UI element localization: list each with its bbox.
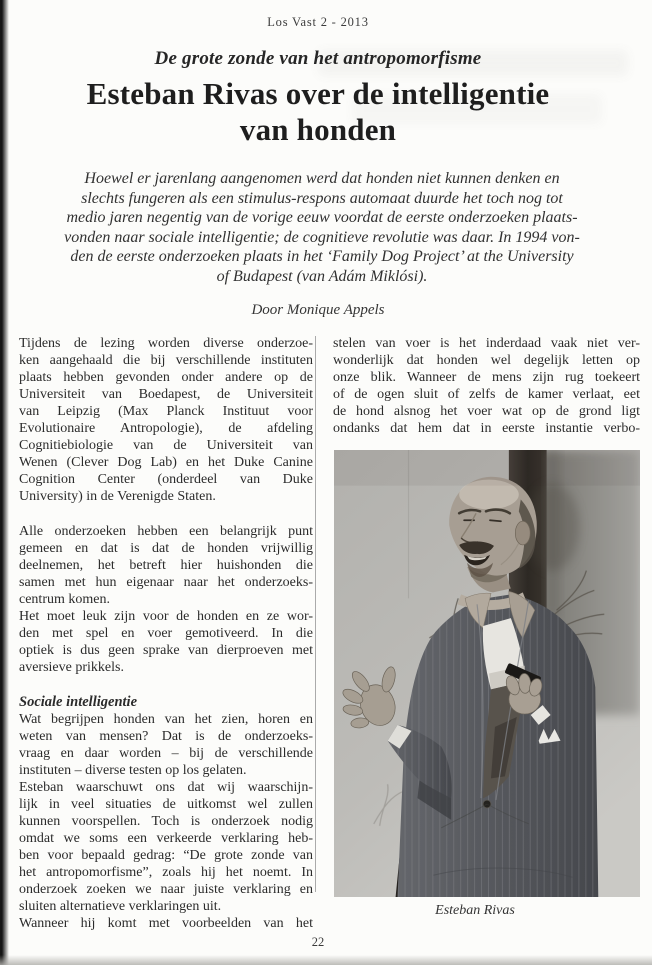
text-line: sluiten alternatieve verklaringen uit. [19,899,222,914]
text-line: onze blik. Wanneer de mens zijn rug toekeert [333,370,640,385]
text-line: samen met hun eigenaar naar het onderzoeks- [19,575,313,590]
text-line: de hond alsnog het voer wat op de grond ligt [333,404,640,419]
text-line: den met spel en voer gemotiveerd. In die [19,626,313,641]
text-line: deelnemen, het betreft hier huishonden die [19,558,313,573]
text-line: gemeen en dat is dat de honden vrijwillig [19,541,313,556]
text-line: ken aangehaald die bij verschillende instituten [19,353,313,368]
text-line: Wanneer hij komt met voorbeelden van het [19,916,313,931]
heading-text: Sociale intelligentie [19,694,138,710]
article-byline: Door Monique Appels [251,302,385,318]
text-line: slechts fungeren als een stimulus-respons automaat duurde het toch nog tot [81,189,563,207]
section-heading [19,694,313,711]
text-line: Wat begrijpen honden van het zien, horen en [19,712,313,727]
text-line: weten van mensen? Dat is de onderzoeks- [19,729,313,744]
text-line: Hoewel er jarenlang aangenomen werd dat honden niet kunnen denken en [84,170,560,187]
paragraph [19,779,313,915]
text-line: Esteban Rivas over de intelligentie [86,76,550,111]
scan-edge-bottom [0,955,652,965]
text-line: Cognitiebiologie van de Universiteit van [19,438,313,453]
text-line: medio jaren negentig van de vorige eeuw voordat de eerste onderzoeken plaats- [66,209,578,226]
text-line: lijk in veel situaties de uitkomst wel zullen [19,797,313,812]
text-line: van Leipzig (Max Planck Instituut voor [19,404,313,419]
text-line: centrum komen. [19,592,110,607]
paragraph [19,335,313,505]
text-line: Universiteit van Boedapest, de Universiteit [19,387,313,402]
article-intro [57,169,587,286]
esteban-rivas-photo [334,450,640,897]
text-line: vraag en daar worden – bij de verschillende [19,746,313,761]
text-line: of de ogen sluit of zelfs de kamer verlaat, eet [333,387,640,402]
text-line: plaats hebben gevonden onder andere op de [19,370,313,385]
text-line: Het moet leuk zijn voor de honden en ze wor- [19,609,313,624]
paragraph [19,915,313,932]
article-title [0,76,644,148]
text-line: Wenen (Clever Dog Lab) en het Duke Canine [19,455,313,470]
paragraph [19,608,313,676]
esteban-rivas-photo-drawing [334,450,640,897]
paragraph [19,523,313,608]
body-column-left [19,335,313,932]
page-number: 22 [311,935,325,949]
paragraph [19,711,313,779]
text-line: optiek is dus geen sprake van dierproeven met [19,643,313,658]
text-line: aversieve prikkels. [19,660,124,675]
text-line: kunnen voorspellen. Toch is onderzoek nodig [19,814,313,829]
text-line: instituten – diverse testen op los gelaten. [19,763,247,778]
text-line: Tijdens de lezing worden diverse onderzoe- [19,336,313,351]
text-line: omdat we soms een verkeerde verklaring heb- [19,831,313,846]
paragraph [333,335,640,437]
ear [515,521,530,545]
text-line: Cognition Center (onderdeel van Duke [19,472,313,487]
body-column-right [333,335,640,437]
text-line: onderzoek zoeken we naar juiste verklaring en [19,882,313,897]
journal-header: Los Vast 2 - 2013 [267,15,369,29]
text-line: het antropomorfisme”, zoals hij het noemt. In [19,865,313,880]
text-line: Evolutionaire Antropologie), de afdeling [19,421,313,436]
text-line: Alle onderzoeken hebben een belangrijk punt [19,524,313,539]
text-line: ben voor bepaald gedrag: “De grote zonde van [19,848,313,863]
text-line: stelen van voer is het inderdaad vaak niet ver- [333,336,640,351]
text-line: wonderlijk dat honden wel degelijk letten op [333,353,640,368]
photo-caption: Esteban Rivas [435,903,515,918]
article-kicker: De grote zonde van het antropomorfisme [154,48,482,69]
text-line: Esteban waarschuwt ons dat wij waarschijn- [19,780,313,795]
text-line: van honden [239,112,397,147]
column-divider-rule [315,336,316,892]
text-line: den de eerste onderzoeken plaats in het ‘Family Dog Project’ at the University [70,248,574,265]
text-line: of Budapest (van Adám Miklósi). [216,267,428,285]
text-line: vonden naar sociale intelligentie; de cognitieve revolutie was daar. In 1994 von- [64,228,580,246]
text-line: ondanks dat hem dat in eerste instantie verbo- [333,421,640,436]
text-line: University) in de Verenigde Staten. [19,489,216,504]
